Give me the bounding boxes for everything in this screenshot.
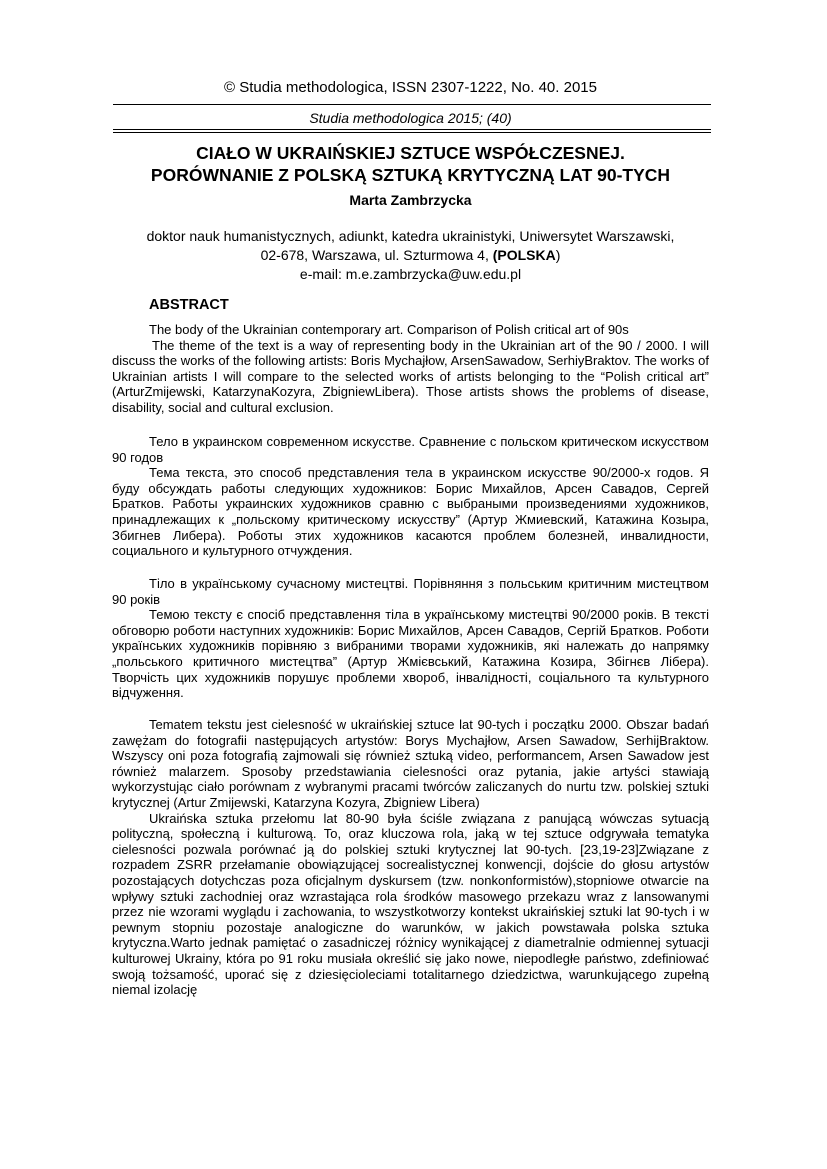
abstract-ru-title: Тело в украинском современном искусстве. Сравнение с польском критическом искусством 90 годов [112,434,709,465]
abstract-heading: ABSTRACT [149,297,229,313]
abstract-ru-text: Тема текста, это способ представления тела в украинском искусстве 90/2000-х годов. Я буду обсуждать работы следующих художников: Борис Михайлов, Арсен Савадов, Сергей Братков. Работы украинских художников сравню с выбраными произведениями художников, принадлежащих к „польскому критическому искусству” (Артур Жмиевский, Катажина Козыра, Збигнев Либера). Роботы этих художников касаются проблем болезней, инвалидности, социального и культурного отчуждения. [112,465,709,559]
journal-issn-line: © Studia methodologica, ISSN 2307-1222, No. 40. 2015 [224,79,597,96]
affiliation-line-2 [110,246,711,265]
body-paragraph-1: Tematem tekstu jest cielesność w ukraińskiej sztuce lat 90-tych i początku 2000. Obszar badań zawężam do fotografii następujących artystów: Borys Mychajłow, Arsen Sawadow, SerhijBraktow. Wszyscy oni poza fotografią zajmowali się również sztuką video, performancem, Arsen Sawadow jest również malarzem. Sposoby przedstawiania cielesności oraz pytania, jakie artyści stawiają wykorzystując ciało porównam z wybranymi pracami twórców zaliczanych do nurtu tzw. polskiej sztuki krytycznej (Artur Zmijewski, Katarzyna Kozyra, Zbigniew Libera) [112,717,709,810]
abstract-en-text: The theme of the text is a way of representing body in the Ukrainian art of the 90 / 2000. I will discuss the works of the following artists: Boris Mychajłow, ArsenSawadow, SerhiyBraktov. The works of Ukrainian artists I will compare to the selected works of artists belonging to the “Polish critical art” (ArturZmijewski, KatarzynaKozyra, ZbigniewLibera). Those artists shows the problems of disease, disability, social and cultural exclusion. [112,337,709,415]
abstract-en-title: The body of the Ukrainian contemporary art. Comparison of Polish critical art of 90s [149,322,629,337]
abstract-ukrainian [112,576,709,701]
article-title [110,142,711,186]
header-rule-top [113,104,711,105]
affiliation-address: 02-678, Warszawa, ul. Szturmowa 4, [260,247,493,263]
main-text [112,717,709,998]
body-paragraph-2: Ukraińska sztuka przełomu lat 80-90 była ściśle związana z panującą wówczas sytuacją polityczną, społeczną i kulturową. To, oraz kluczowa rola, jaką w tej sztuce odgrywała tematyka cielesności pozwala porównać ją do polskiej sztuki krytycznej lat 90-tych. [23,19-23]Związane z rozpadem ZSRR przełamanie obowiązującej socrealistycznej konwencji, dojście do głosu artystów pozostających dotychczas poza oficjalnym dyskursem (tzw. nonkonformistów),stopniowe otwarcie na wpływy sztuki zachodniej oraz wzrastająca rola środków masowego przekazu wraz z lansowanymi przez nie wzorami wyglądu i zachowania, to wszystkotworzy kontekst ukraińskiej sztuki lat 90-tych i w pewnym stopniu pozostaje analogiczne do warunków, w jakich powstawała polska sztuka krytyczna.Warto jednak pamiętać o zasadniczej różnicy wynikającej z diametralnie odmiennej sytuacji kulturowej Ukrainy, która po 91 roku musiała określić się jako nowe, niepodległe państwo, zdefiniować swoją tożsamość, uporać się z dziesięcioleciami totalitarnego dziedzictwa, warunkującego zupełną niemal izolację [112,810,709,998]
running-head: Studia methodologica 2015; (40) [309,110,512,126]
abstract-english [112,322,709,416]
title-line-1: CIAŁO W UKRAIŃSKIEJ SZTUCE WSPÓŁCZESNEJ. [196,143,625,163]
author-email: e-mail: m.e.zambrzycka@uw.edu.pl [299,266,522,282]
author-affiliation [110,227,711,284]
affiliation-country: (POLSKA [492,247,556,263]
header-rule-double-1 [113,129,711,130]
abstract-uk-text: Темою тексту є спосіб представлення тіла в українському мистецтві 90/2000 років. В тексті обговорю роботи наступних художників: Борис Михайлов, Арсен Савадов, Сергій Братков. Роботи українських художників порівняю з вибраними творами художників, які належать до напрямку „польського критичного мистецтва” (Артур Жмієвський, Катажина Козира, Збігнєв Лібера). Творчість цих художників порушує проблеми хвороб, інвалідності, соціального та культурного відчуження. [112,607,709,701]
affiliation-line-1: doktor nauk humanistycznych, adiunkt, katedra ukrainistyki, Uniwersytet Warszawski, [146,228,675,244]
header-rule-double-2 [113,132,711,133]
title-line-2: PORÓWNANIE Z POLSKĄ SZTUKĄ KRYTYCZNĄ LAT 90-TYCH [150,165,671,185]
abstract-uk-title: Тіло в українському сучасному мистецтві. Порівняння з польським критичним мистецтвом 90 років [112,576,709,607]
author-name: Marta Zambrzycka [349,192,472,208]
abstract-russian [112,434,709,559]
affiliation-close-paren: ) [555,247,561,263]
